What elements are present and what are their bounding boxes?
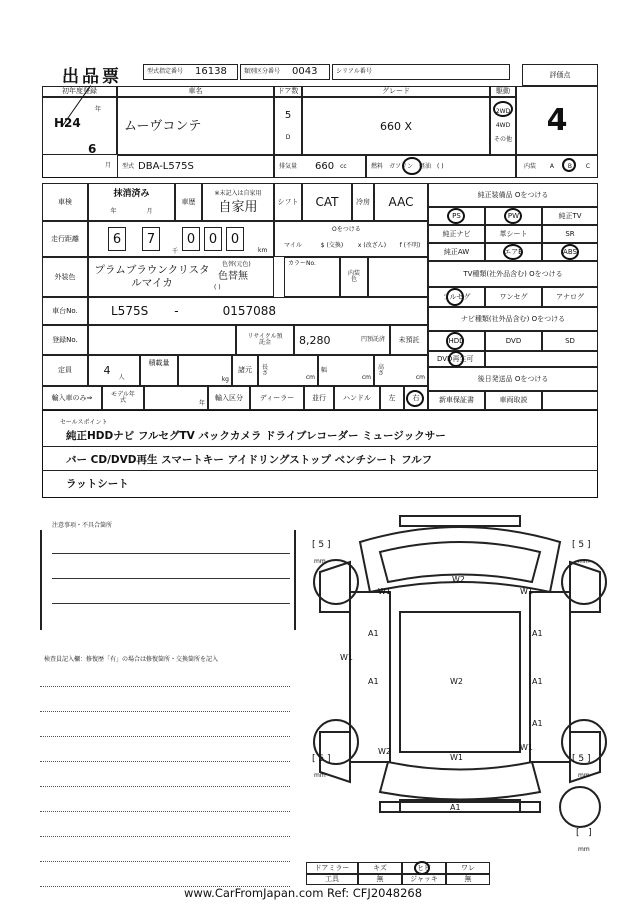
tire-spare-mm: mm <box>578 846 590 853</box>
drive-2wd-circle <box>493 101 513 117</box>
sales-divider-1 <box>42 446 598 447</box>
reg-year: H24 <box>54 116 81 130</box>
displacement-label: 排気量 <box>279 162 298 170</box>
option-tampered: x (改ざん) <box>357 242 387 249</box>
chassis-prefix: L575S <box>111 304 149 318</box>
parallel-option: 並行 <box>304 386 334 410</box>
dvd-play-circle <box>448 351 464 367</box>
sales-divider-2 <box>42 470 598 471</box>
legend-tools-value: 無 <box>358 874 402 885</box>
legend-tools: 工具 <box>306 874 358 885</box>
handle-right: 右 <box>404 386 428 410</box>
mileage-digit-1: 6 <box>108 227 126 251</box>
legend-crack-circle <box>414 861 430 875</box>
defects-line-3 <box>52 603 290 604</box>
class-no-box <box>240 64 330 80</box>
inspector-line-4 <box>40 761 290 762</box>
length-cm: cm <box>305 373 315 381</box>
repaint-label: 色替(元色) <box>222 261 251 268</box>
interior-color-value <box>368 257 428 297</box>
capacity-value: 4 <box>103 364 111 377</box>
grade-label: グレード <box>302 86 490 97</box>
km-label: km <box>258 247 268 254</box>
model-year-label <box>102 386 144 410</box>
mileage-digit-4: 0 <box>204 227 222 251</box>
car-name-label: 車名 <box>117 86 274 97</box>
rear-window <box>380 762 540 800</box>
history-label: 車歴 <box>175 183 202 221</box>
length-label: 長さ <box>261 363 268 377</box>
mileage-label: 走行距離 <box>42 221 88 257</box>
dims-label: 諸元 <box>232 355 258 386</box>
navi-dvd: DVD <box>485 331 542 351</box>
rating-label-box <box>522 64 598 86</box>
tire-depth-rl: [ 5 ] <box>312 754 331 764</box>
dvd-play: DVD再生可 <box>428 351 485 367</box>
defects-line-2 <box>52 578 290 579</box>
person-label: 人 <box>118 373 125 381</box>
fuel-cell <box>366 155 516 178</box>
inspector-label: 検査員記入欄：修復歴「有」の場合は修復箇所・交換箇所を記入 <box>44 656 219 663</box>
tire-fr-value: 5 <box>578 540 585 550</box>
import-label: 輸入車のみ⇒ <box>42 386 102 410</box>
recycle-label-text: リサイクル預託金 <box>247 333 283 346</box>
equip-pw: PW <box>485 207 542 225</box>
width-label: 幅 <box>321 366 328 374</box>
tire-depth-rr: [ 5 ] <box>572 754 591 764</box>
damage-mark: W1 <box>378 587 391 596</box>
reg-no-label: 登録No. <box>42 325 88 355</box>
legend-scratch: キズ <box>358 862 402 874</box>
class-no-label: 類別区分番号 <box>244 68 281 75</box>
reg-month: 6 <box>88 142 97 156</box>
mileage-digit-3: 0 <box>182 227 200 251</box>
capacity-cell <box>88 355 140 386</box>
car-name: ムーヴコンテ <box>124 118 202 134</box>
load-cell <box>178 355 232 386</box>
chassis-cell <box>88 297 428 325</box>
after-blank <box>542 391 598 410</box>
tire-rr-mm: mm <box>578 772 590 779</box>
front-bumper <box>400 516 520 526</box>
footer-ref: www.CarFromJapan.com Ref: CFJ2048268 <box>184 886 423 900</box>
interior-a: A <box>549 162 554 170</box>
model-no-box <box>143 64 238 80</box>
inspector-line-5 <box>40 786 290 787</box>
mileage-digit-5: 0 <box>226 227 244 251</box>
fuel-gasoline: ガソリン <box>389 162 414 170</box>
shift-cell <box>302 183 352 221</box>
model-label: 型式 <box>122 162 135 170</box>
history-note: ※未記入は自家用 <box>214 189 262 197</box>
displacement-cell <box>274 155 366 178</box>
sales-label: セールスポイント <box>60 419 108 426</box>
inspector-line-2 <box>40 711 290 712</box>
spare-wheel <box>560 787 600 827</box>
legend-mirror: ドアミラー <box>306 862 358 874</box>
displacement-value: 660 <box>315 160 335 172</box>
tv-fullseg: フルセグ <box>428 287 485 307</box>
tire-fl-mm: mm <box>314 558 326 565</box>
damage-mark: A1 <box>532 719 543 728</box>
cc-label: cc <box>340 162 347 170</box>
option-exchange: $ (交換) <box>320 242 344 249</box>
model-cell <box>117 155 274 178</box>
damage-mark: W1 <box>520 587 533 596</box>
grade-value: 660 X <box>379 119 413 133</box>
damage-mark: W2 <box>378 747 391 756</box>
damage-mark: W2 <box>450 677 463 686</box>
equip-ps: PS <box>428 207 485 225</box>
grade-cell <box>302 97 490 155</box>
reg-month-unit: 月 <box>105 162 112 169</box>
reg-year-unit: 年 <box>95 106 102 113</box>
import-class-label: 輸入区分 <box>208 386 250 410</box>
chassis-dash: - <box>174 304 179 318</box>
doors-label: ドア数 <box>274 86 302 97</box>
tire-depth-spare: [ ] <box>576 828 592 838</box>
interior-b-circle <box>562 158 576 172</box>
equip-tv: 純正TV <box>542 207 598 225</box>
doors-sub: D <box>285 134 291 141</box>
model-no: 16138 <box>195 66 227 77</box>
inspection-month-unit: 月 <box>146 207 153 215</box>
interior-label: 内装 <box>523 162 536 170</box>
model-value: DBA-L575S <box>138 160 194 172</box>
interior-color-label: 内装色 <box>347 270 360 283</box>
load-label: 積載量 <box>140 355 178 386</box>
damage-mark: W1 <box>340 653 353 662</box>
color-label: 外装色 <box>42 257 88 297</box>
damage-mark: A1 <box>450 803 461 812</box>
car-damage-diagram <box>310 512 610 842</box>
navi-sd: SD <box>542 331 598 351</box>
after-warranty: 新車保証書 <box>428 391 485 410</box>
shift-label: シフト <box>274 183 302 221</box>
equip-abs: ABS <box>542 243 598 261</box>
rating-value: 4 <box>546 102 568 138</box>
height-cell <box>374 355 428 386</box>
defects-label: 注意事項・不具合箇所 <box>52 522 113 529</box>
rating-label: 評価点 <box>549 70 571 79</box>
mileage-type-label: マイル <box>284 242 302 249</box>
inspection-value: 抹消済み <box>113 188 150 199</box>
handle-right-circle <box>406 390 424 407</box>
recycle-value: 8,280 <box>299 333 331 347</box>
circle-note: Oをつける <box>332 226 361 233</box>
ac-value: AAC <box>388 195 414 209</box>
ps-circle <box>447 208 465 224</box>
sales-line-1: 純正HDDナビ フルセグTV バックカメラ ドライブレコーダー ミュージックサー <box>66 430 446 442</box>
page-title: 出品票 <box>62 67 122 87</box>
interior-color-cell <box>340 257 368 297</box>
legend-crack: ヒビ <box>402 862 446 874</box>
handle-label: ハンドル <box>334 386 380 410</box>
dvd-blank <box>485 351 598 367</box>
serial-box <box>332 64 510 80</box>
drive-4wd: 4WD <box>495 122 511 129</box>
tv-analog: アナログ <box>542 287 598 307</box>
tv-oneseg: ワンセグ <box>485 287 542 307</box>
history-value: 自家用 <box>218 199 258 215</box>
dealer-option: ディーラー <box>250 386 304 410</box>
inspector-line-3 <box>40 736 290 737</box>
color-value: プラムブラウンクリスタルマイカ <box>94 264 210 289</box>
fuel-paren: ( ) <box>437 162 444 170</box>
width-cell <box>318 355 374 386</box>
inspection-year-unit: 年 <box>110 207 117 215</box>
ac-label: 冷房 <box>352 183 374 221</box>
interior-cell <box>516 155 598 178</box>
damage-mark: A1 <box>532 677 543 686</box>
thousand-label: 千 <box>172 248 179 255</box>
chassis-no: 0157088 <box>222 304 277 318</box>
length-cell <box>258 355 318 386</box>
reg-no-cell <box>88 325 236 355</box>
mileage-digit-2: 7 <box>142 227 160 251</box>
tire-depth-fl: [ 5 ] <box>312 540 331 550</box>
legend-jack-value: 無 <box>446 874 490 885</box>
model-no-label: 型式指定番号 <box>147 68 184 75</box>
repaint-paren: ( ) <box>214 284 221 291</box>
width-cm: cm <box>361 373 371 381</box>
equip-airbag: エアB <box>485 243 542 261</box>
sales-line-2: バー CD/DVD再生 スマートキー アイドリングストップ ベンチシート フルフ <box>66 454 433 466</box>
interior-b: B <box>567 162 572 170</box>
model-year-text: モデル年式 <box>111 391 135 404</box>
model-year-unit: 年 <box>198 400 205 407</box>
tire-depth-fr: [ 5 ] <box>572 540 591 550</box>
equip-aw: 純正AW <box>428 243 485 261</box>
legend-jack: ジャッキ <box>402 874 446 885</box>
abs-circle <box>561 244 579 260</box>
height-label: 高さ <box>377 363 384 377</box>
damage-mark: W1 <box>520 743 533 752</box>
inspector-line-1 <box>40 686 290 687</box>
height-cm: cm <box>415 373 425 381</box>
inspection-date <box>110 209 152 215</box>
handle-left: 左 <box>380 386 404 410</box>
color-no-cell <box>284 257 340 297</box>
after-title: 後日発送品 Oをつける <box>428 367 598 391</box>
tire-fr-mm: mm <box>578 558 590 565</box>
damage-mark: A1 <box>368 629 379 638</box>
model-year-cell <box>144 386 208 410</box>
drive-2wd: 2WD <box>495 108 511 115</box>
chassis-label: 車台No. <box>42 297 88 325</box>
class-no: 0043 <box>292 66 318 77</box>
damage-mark: W2 <box>452 575 465 584</box>
tv-title: TV種類(社外品含む) Oをつける <box>428 261 598 287</box>
recycle-label <box>236 325 294 355</box>
equip-sr: SR <box>542 225 598 243</box>
airbag-circle <box>503 244 523 260</box>
ac-cell <box>374 183 428 221</box>
not-deposited: 未預託 <box>390 325 428 355</box>
fuel-gasoline-circle <box>402 157 422 175</box>
defects-line-1 <box>52 553 290 554</box>
tire-fl-value: 5 <box>318 540 325 550</box>
damage-mark: W1 <box>450 753 463 762</box>
inspector-line-6 <box>40 811 290 812</box>
tire-rl-value: 5 <box>318 754 325 764</box>
yen-label: 円預託済 <box>360 336 385 343</box>
drive-other: その他 <box>493 136 512 143</box>
drive-label: 駆動 <box>490 86 516 97</box>
inspection-label: 車検 <box>42 183 88 221</box>
legend-break: ワレ <box>446 862 490 874</box>
after-manual: 車両取説 <box>485 391 542 410</box>
fullseg-circle <box>446 288 464 306</box>
shift-value: CAT <box>315 195 339 209</box>
inspection-cell <box>88 183 175 221</box>
doors-value: 5 <box>284 110 292 121</box>
option-unknown: f (不明) <box>399 242 421 249</box>
history-cell <box>202 183 274 221</box>
inspector-line-7 <box>40 836 290 837</box>
fuel-label: 燃料 <box>371 162 384 170</box>
damage-mark: A1 <box>532 629 543 638</box>
sales-line-3: ラットシート <box>66 478 129 490</box>
tire-rr-value: 5 <box>578 754 585 764</box>
fuel-diesel: 軽油 <box>419 162 432 170</box>
equip-title: 純正装備品 Oをつける <box>428 183 598 207</box>
damage-mark: A1 <box>368 677 379 686</box>
capacity-label: 定員 <box>42 355 88 386</box>
tire-rl-mm: mm <box>314 772 326 779</box>
color-no-label: カラーNo. <box>288 260 316 267</box>
hdd-circle <box>446 332 464 350</box>
rating-cell <box>516 86 598 155</box>
navi-hdd: HDD <box>428 331 485 351</box>
navi-title: ナビ種類(社外品含む) Oをつける <box>428 307 598 331</box>
repaint-value: 色替無 <box>218 271 248 282</box>
equip-navi: 純正ナビ <box>428 225 485 243</box>
kg-label: kg <box>221 376 229 383</box>
interior-c: C <box>585 162 591 170</box>
serial-label: シリアル番号 <box>336 68 372 75</box>
equip-leather: 革シート <box>485 225 542 243</box>
defects-box <box>40 530 296 630</box>
pw-circle <box>504 208 522 224</box>
doors-cell <box>274 97 302 155</box>
first-reg-label: 初年度登録 <box>42 86 117 97</box>
recycle-cell <box>294 325 390 355</box>
inspector-line-8 <box>40 861 290 862</box>
car-name-cell <box>117 97 274 155</box>
